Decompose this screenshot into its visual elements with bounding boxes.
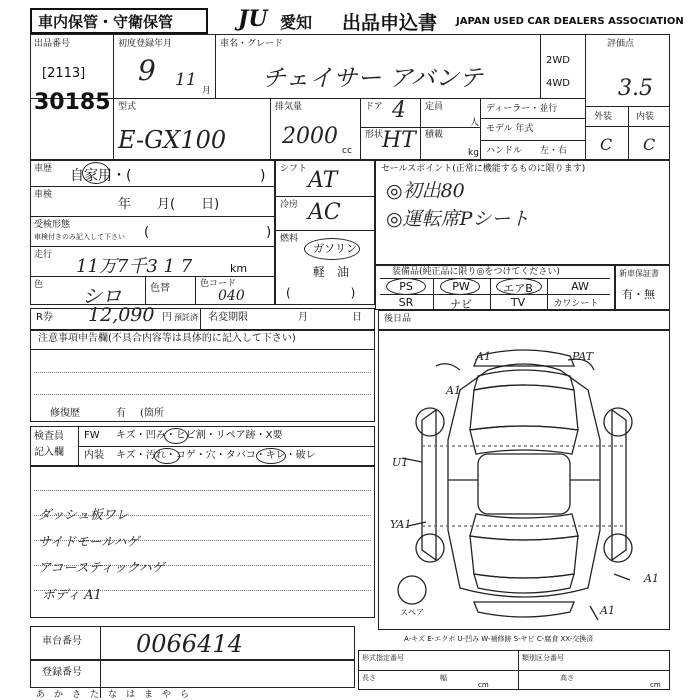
mileage-label: 走行: [34, 250, 53, 260]
model-year-label: モデル 年式: [486, 124, 534, 134]
spare-label: スペア: [400, 608, 424, 617]
shift-value: AT: [308, 168, 338, 193]
accept-note: 車検付きのみ記入して下さい: [34, 233, 125, 241]
month-unit: 月: [202, 86, 212, 96]
shape-label: 形状: [365, 130, 384, 140]
recycle-unit: 円: [162, 312, 172, 323]
equip-tv: TV: [510, 296, 526, 309]
accept-paren: ( ): [144, 225, 272, 240]
damage-legend: A-キズ E-エクボ U-凹み W-補修跡 S-サビ C-腐食 XX-交換済: [404, 635, 594, 643]
inspector-row2-head: 内装: [84, 450, 104, 461]
exterior-grade: C: [600, 135, 613, 154]
lot-label: 出品番号: [34, 39, 71, 49]
damage-note-2: サイドモールハゲ: [38, 535, 140, 550]
history-label: 車歴: [34, 164, 53, 174]
rear-items-label: 後日品: [384, 314, 412, 324]
recycle-value: 12,090: [88, 304, 155, 326]
sales-point-2: ◎運転席Pシート: [386, 208, 530, 230]
diagram-label-u1: U1: [392, 456, 409, 469]
interior-grade: C: [643, 135, 656, 154]
ju-logo: JU: [238, 6, 268, 32]
inspector-label-2: 記入欄: [34, 447, 64, 458]
capacity-label: 定員: [425, 102, 444, 112]
sales-point-1: ◎初出80: [386, 180, 465, 202]
exterior-label: 外装: [594, 112, 613, 122]
color-value: シロ: [82, 284, 122, 308]
diesel-option: 軽 油: [313, 265, 350, 279]
tobacco-circle: [256, 448, 286, 464]
grade-label: 評価点: [607, 39, 635, 49]
car-name-label: 車名・グレード: [220, 39, 284, 49]
inspection-fields: 年 月( 日): [118, 197, 220, 212]
drive-4wd: 4WD: [546, 78, 570, 89]
lot-number: 30185: [34, 90, 111, 115]
document-title: 出品申込書: [342, 12, 438, 34]
repair-value: 有: [116, 408, 126, 419]
load-unit: kg: [468, 148, 479, 158]
diagram-label-a1-right: A1: [644, 572, 659, 585]
registration-year: 9: [138, 54, 156, 87]
color-code-label: 色コード: [200, 279, 237, 289]
dim-cm-2: cm: [650, 681, 661, 689]
diagram-label-a1-tl: A1: [446, 384, 461, 397]
warranty-label: 新車保証書: [619, 269, 659, 278]
dim-class-label: 類別区分番号: [522, 654, 564, 662]
recycle-label: R券: [36, 312, 53, 323]
displacement-unit: cc: [342, 146, 352, 156]
color-code: 040: [218, 288, 245, 304]
equip-sr: SR: [398, 296, 414, 309]
steering-label: ハンドル: [486, 146, 523, 156]
interior-label: 内装: [636, 112, 655, 122]
gasoline-option: ガソリン: [313, 242, 357, 255]
storage-stamp: 車内保管・守衛保管: [38, 13, 174, 31]
steering-options: 左・右: [540, 146, 568, 156]
repair-label: 修復歴: [50, 408, 80, 419]
name-change-month: 月: [298, 312, 308, 323]
history-close: ): [260, 168, 266, 184]
notes-label: 注意事項申告欄(不具合内容等は具体的に記入して下さい): [38, 333, 296, 344]
capacity-unit: 人: [470, 118, 480, 128]
warranty-options: 有・無: [622, 288, 655, 301]
dim-type-label: 形式指定番号: [362, 654, 404, 662]
lot-sub-number: [2113]: [42, 66, 86, 81]
fuel-paren: ( ): [286, 286, 356, 300]
car-name: チェイサー アバンテ: [262, 64, 483, 92]
dealer-label: ディーラー・並行: [486, 104, 558, 114]
history-value: 自家用・(: [70, 168, 132, 184]
mileage-unit: km: [230, 262, 248, 275]
equip-pw: PW: [452, 280, 470, 293]
type-label: 型式: [118, 102, 137, 112]
aircon-label: 冷房: [280, 200, 299, 210]
recycle-pref: 預託済: [174, 313, 198, 322]
shift-label: シフト: [280, 164, 308, 174]
damage-note-3: アコースティックハゲ: [38, 561, 165, 576]
equipment-label: 装備品(純正品に限り◎をつけてください): [392, 267, 560, 277]
equip-navi: ナビ: [450, 298, 472, 311]
dim-length-label: 長さ: [362, 674, 376, 682]
color-change-label: 色替: [150, 283, 170, 294]
repair-paren: (箇所: [140, 408, 164, 419]
car-damage-diagram: [378, 330, 670, 630]
diagram-label-a1-top: A1: [476, 350, 491, 363]
sales-points-label: セールスポイント(正常に機能するものに限ります): [381, 164, 586, 174]
aircon-value: AC: [308, 200, 341, 225]
registration-number-label: 登録番号: [42, 667, 82, 678]
displacement-value: 2000: [282, 124, 338, 149]
drive-2wd: 2WD: [546, 55, 570, 66]
dim-cm-1: cm: [478, 681, 489, 689]
inspection-label: 車検: [34, 190, 53, 200]
damage-note-4: ボディ A1: [42, 588, 102, 603]
doors-label: ドア: [365, 102, 383, 112]
equip-aw: AW: [571, 280, 589, 293]
shape-value: HT: [382, 128, 416, 153]
name-change-day: 日: [352, 312, 362, 323]
chassis-label: 車台番号: [42, 636, 82, 647]
inspector-row1-head: FW: [84, 430, 100, 441]
stain-circle: [154, 448, 180, 464]
registration-label: 初度登録年月: [118, 39, 173, 49]
equip-leather: カワシート: [553, 299, 599, 309]
load-label: 積載: [425, 130, 444, 140]
association-name: JAPAN USED CAR DEALERS ASSOCIATION: [456, 16, 684, 27]
doors-value: 4: [392, 98, 406, 123]
dim-height-label: 高さ: [560, 674, 574, 682]
model-code: E-GX100: [118, 126, 227, 154]
inspector-label-1: 検査員: [34, 431, 64, 442]
displacement-label: 排気量: [275, 102, 303, 112]
footer-kana-row: あ か さ た な は ま や ら: [36, 690, 190, 700]
dent-circle: [164, 428, 188, 444]
diagram-label-pat: PAT: [572, 350, 594, 363]
color-label: 色: [34, 280, 44, 290]
fuel-label: 燃料: [280, 234, 299, 244]
name-change-label: 名変期限: [208, 312, 248, 323]
mileage-value: 11万7千3 1 7: [76, 256, 193, 277]
inspector-row1: キズ・凹み・ヒビ割・リペア跡・X要: [116, 430, 283, 441]
equip-ps: PS: [399, 280, 413, 293]
grade-score: 3.5: [618, 76, 653, 101]
diagram-label-ya1: YA1: [390, 518, 412, 531]
registration-month: 11: [175, 70, 197, 90]
damage-note-1: ダッシュ板ワレ: [38, 508, 129, 523]
accept-label: 受検形態: [34, 220, 71, 230]
brand-name: 愛知: [280, 13, 313, 32]
inspector-row2: キズ・汚れ・コゲ・穴・タバコ・キレ・破レ: [116, 450, 316, 461]
chassis-number: 0066414: [136, 630, 243, 658]
dim-width-label: 幅: [440, 674, 447, 682]
diagram-label-a1-bottom: A1: [600, 604, 615, 617]
equip-airbag: エアB: [503, 282, 533, 295]
